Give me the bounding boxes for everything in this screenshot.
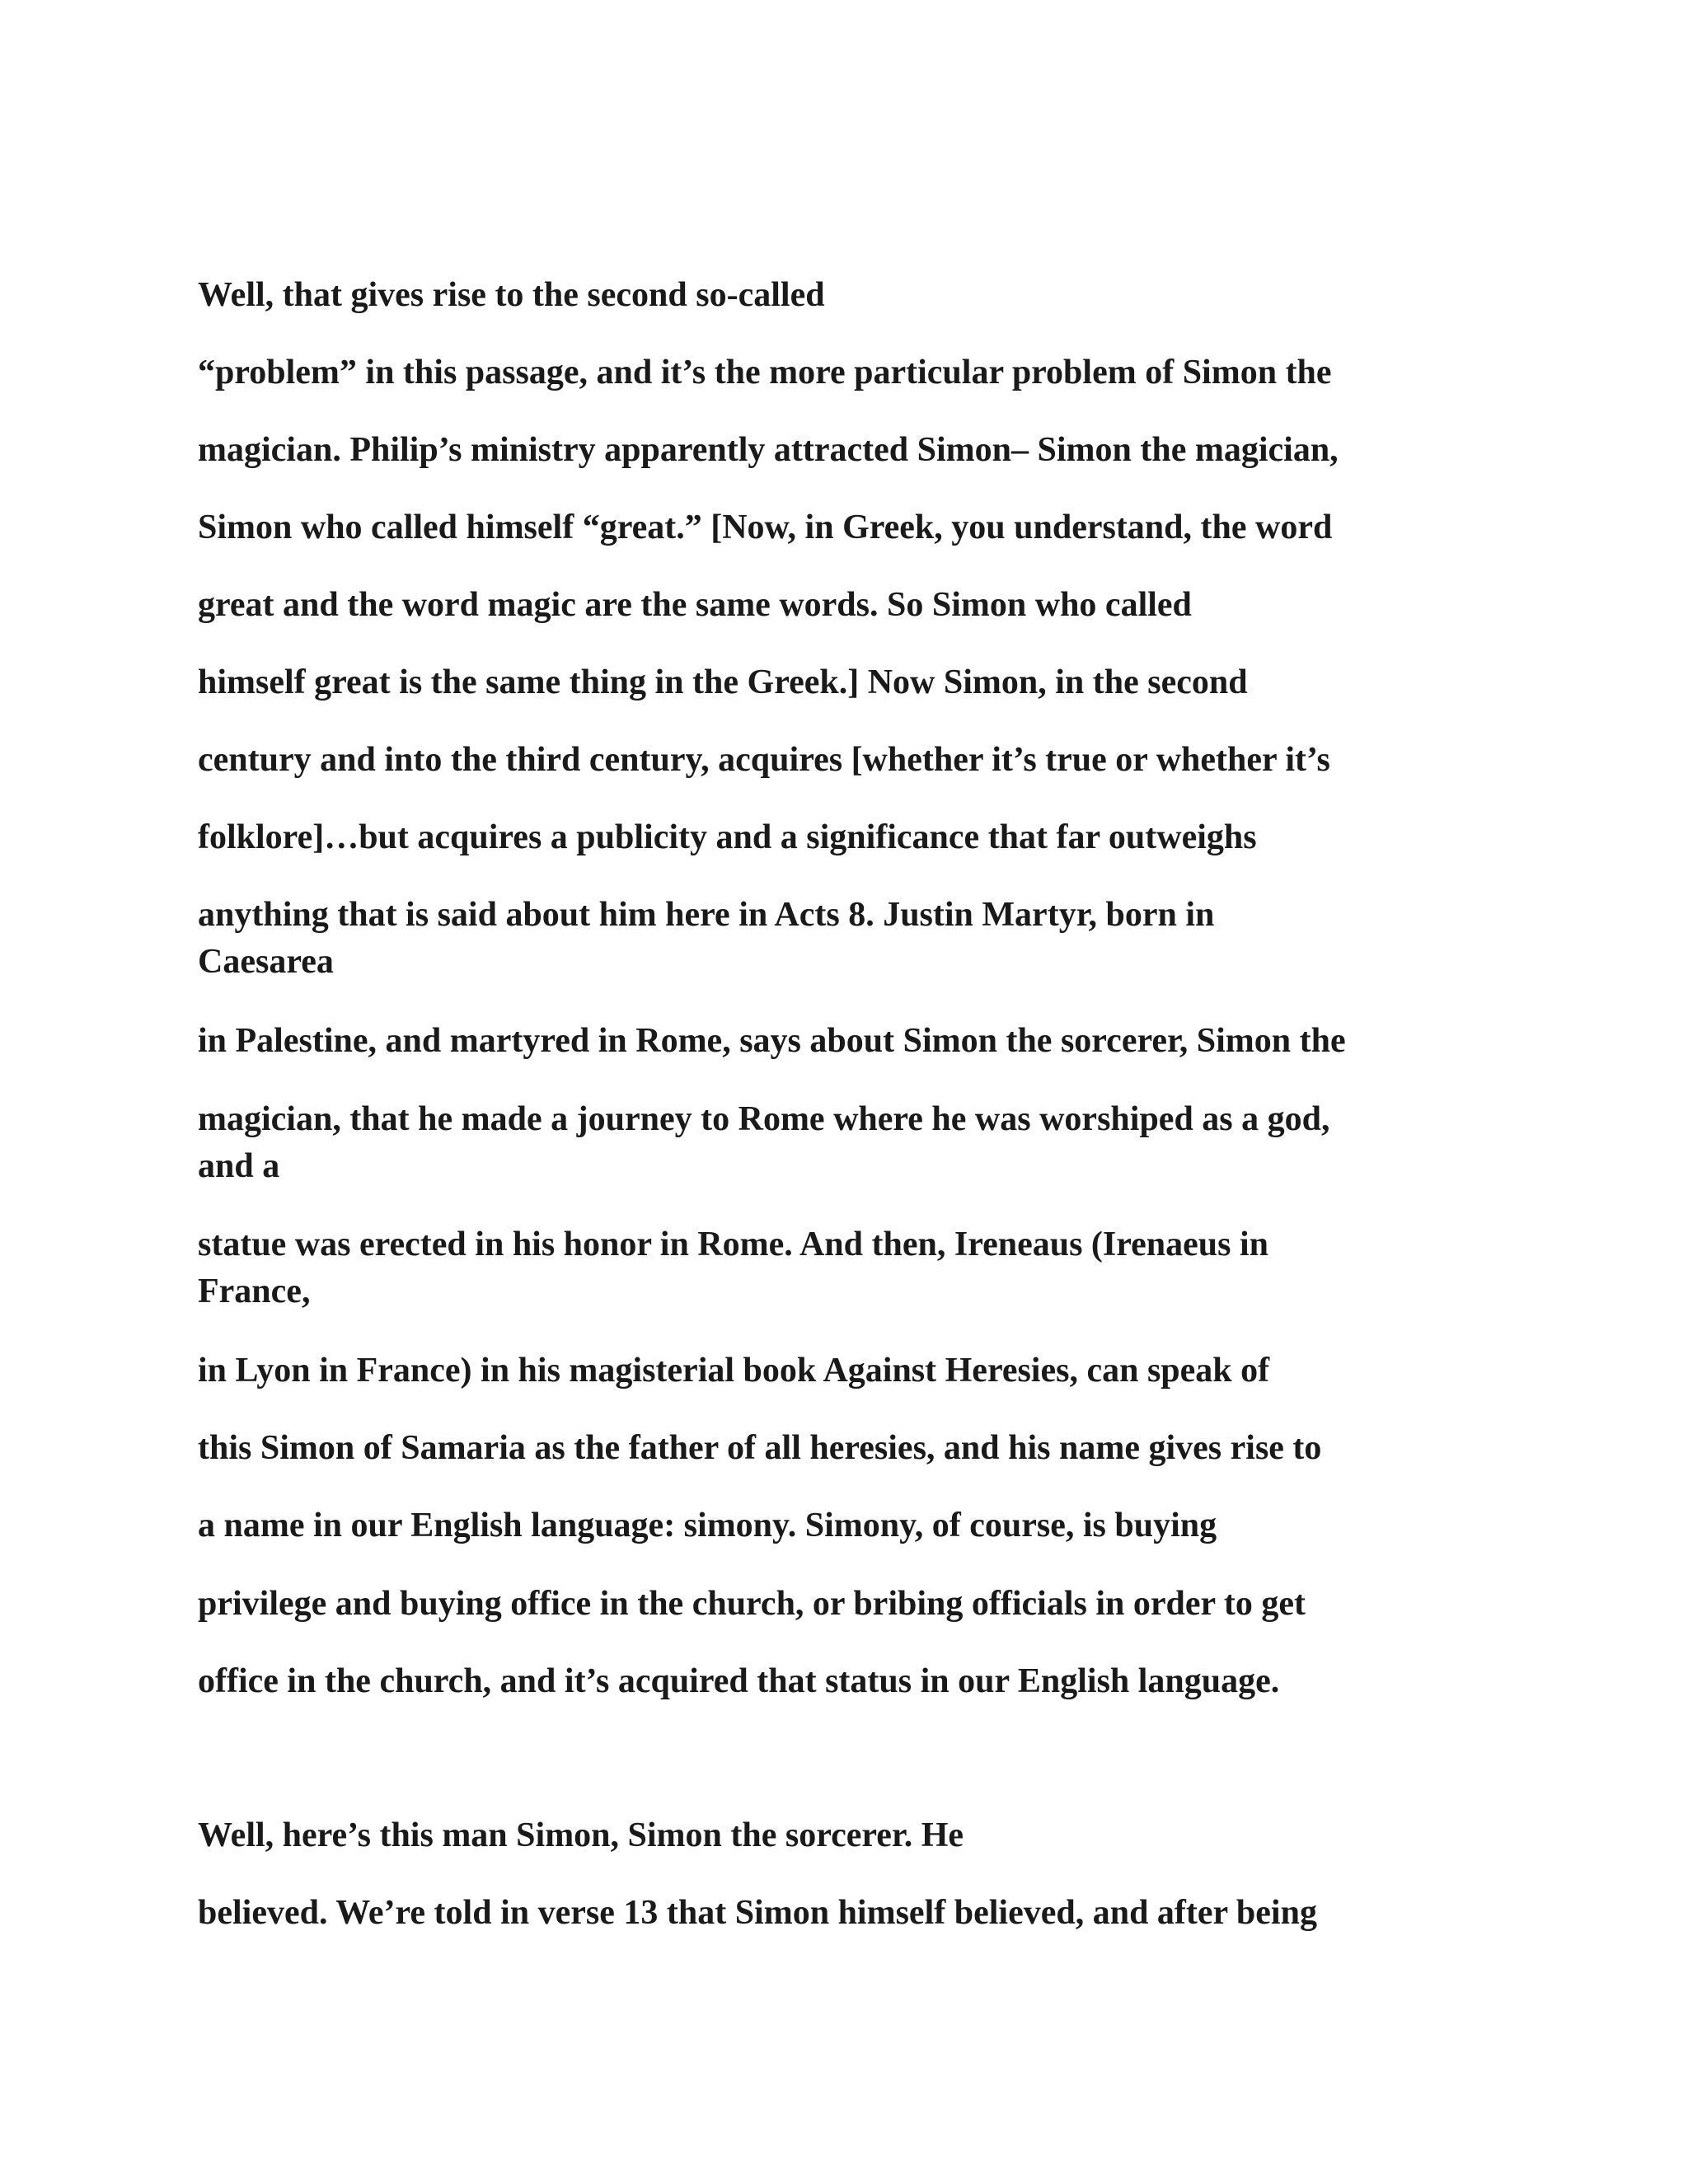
text-line: Caesarea [198, 943, 334, 981]
text-line: Simon who called himself “great.” [Now, in Greek, you understand, the word [198, 509, 1333, 546]
text-line: anything that is said about him here in Acts 8. Justin Martyr, born in [198, 896, 1215, 934]
text-line: great and the word magic are the same words. So Simon who called [198, 586, 1192, 624]
text-line: folklore]…but acquires a publicity and a significance that far outweighs [198, 818, 1257, 856]
text-line: Well, here’s this man Simon, Simon the sorcerer. He [198, 1816, 964, 1854]
text-line: statue was erected in his honor in Rome. And then, Ireneaus (Irenaeus in [198, 1226, 1269, 1263]
text-line: magician, that he made a journey to Rome where he was worshiped as a god, [198, 1100, 1330, 1138]
text-line: in Palestine, and martyred in Rome, says about Simon the sorcerer, Simon the [198, 1022, 1346, 1060]
text-line: himself great is the same thing in the Greek.] Now Simon, in the second [198, 663, 1248, 701]
text-line: privilege and buying office in the church, or bribing officials in order to get [198, 1585, 1306, 1623]
text-line: in Lyon in France) in his magisterial book Against Heresies, can speak of [198, 1352, 1270, 1390]
text-line: a name in our English language: simony. Simony, of course, is buying [198, 1507, 1217, 1544]
text-line: office in the church, and it’s acquired that status in our English language. [198, 1662, 1280, 1700]
text-line: this Simon of Samaria as the father of all heresies, and his name gives rise to [198, 1429, 1322, 1467]
text-line: France, [198, 1272, 311, 1310]
text-line: Well, that gives rise to the second so-called [198, 276, 825, 314]
text-line: “problem” in this passage, and it’s the more particular problem of Simon the [198, 354, 1332, 391]
text-line: magician. Philip’s ministry apparently attracted Simon– Simon the magician, [198, 431, 1339, 469]
text-line: believed. We’re told in verse 13 that Simon himself believed, and after being [198, 1894, 1317, 1932]
text-line: and a [198, 1147, 280, 1185]
text-line: century and into the third century, acquires [whether it’s true or whether it’s [198, 741, 1330, 779]
